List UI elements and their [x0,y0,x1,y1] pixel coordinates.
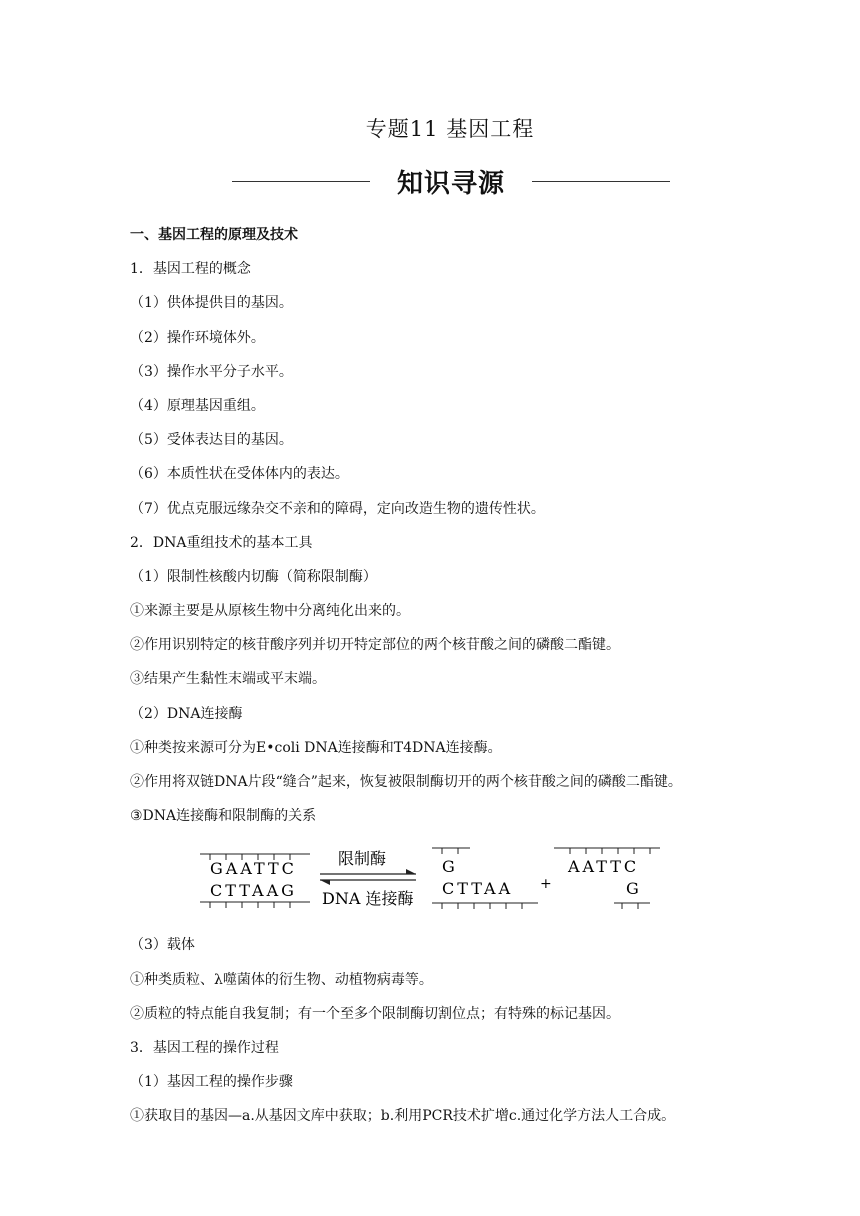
intact-top-sequence: GAATTC [210,859,297,879]
paragraph-line: （3）操作水平分子水平。 [130,363,293,380]
paragraph-line: ②作用将双链DNA片段“缝合”起来，恢复被限制酶切开的两个核苷酸之间的磷酸二酯键。 [130,774,682,790]
paragraph-line: ③DNA连接酶和限制酶的关系 [130,808,317,825]
fragment1-bottom: CTTAA [442,879,514,899]
paragraph-line: ①获取目的基因—a.从基因文库中获取；b.利用PCR技术扩增c.通过化学方法人工合成。 [130,1108,676,1125]
dna-ligase-label: DNA 连接酶 [322,889,414,909]
paragraph-line: （2）DNA连接酶 [130,705,243,722]
paragraph-line: ①种类按来源可分为E•coli DNA连接酶和T4DNA连接酶。 [130,739,502,756]
document-title: 专题11 基因工程 [365,117,535,141]
restriction-enzyme-label: 限制酶 [338,849,387,869]
paragraph-line: ③结果产生黏性末端或平末端。 [130,671,326,688]
paragraph-line: （2）操作环境体外。 [130,329,265,346]
banner-title: 知识寻源 [396,169,505,199]
paragraph-line: （1）限制性核酸内切酶（简称限制酶） [130,568,377,585]
paragraph-line: ②质粒的特点能自我复制；有一个至多个限制酶切割位点；有特殊的标记基因。 [130,1005,620,1022]
text-block-after-figure [130,933,790,1138]
dna-figure-svg [130,838,790,933]
fragment2-top: AATTC [568,857,640,877]
document-body [130,223,790,1139]
paragraph-line: 1．基因工程的概念 [130,261,251,278]
paragraph-line: （3）载体 [130,937,195,954]
paragraph-line: ①种类质粒、λ噬菌体的衍生物、动植物病毒等。 [130,971,433,988]
paragraph-line: （5）受体表达目的基因。 [130,432,293,449]
fragment1-top: G [442,857,455,877]
paragraph-line: （1）基因工程的操作步骤 [130,1074,293,1091]
sticky-end-fragment-1 [432,848,538,909]
paragraph-line: （1）供体提供目的基因。 [130,295,293,312]
paragraph-line: （4）原理基因重组。 [130,397,265,414]
paragraph-line: （6）本质性状在受体体内的表达。 [130,466,349,483]
sticky-end-fragment-2 [554,848,660,909]
intact-bottom-sequence: CTTAAG [210,881,297,901]
intact-dna-strand [200,854,310,908]
fragment2-bottom: G [626,879,639,899]
reversible-arrow [320,849,416,908]
text-block-before-figure [130,223,790,838]
dna-ligase-restriction-figure [130,838,790,933]
paragraph-line: 3．基因工程的操作过程 [130,1039,279,1056]
banner-rule-right [532,181,670,182]
paragraph-line: ①来源主要是从原核生物中分离纯化出来的。 [130,603,410,620]
paragraph-line: ②作用识别特定的核苷酸序列并切开特定部位的两个核苷酸之间的磷酸二酯键。 [130,637,620,654]
section-heading: 一、基因工程的原理及技术 [130,227,298,243]
paragraph-line: （7）优点克服远缘杂交不亲和的障碍，定向改造生物的遗传性状。 [130,500,545,517]
section-banner [230,163,672,199]
paragraph-line: 2．DNA重组技术的基本工具 [130,534,313,551]
plus-sign: + [540,876,552,893]
